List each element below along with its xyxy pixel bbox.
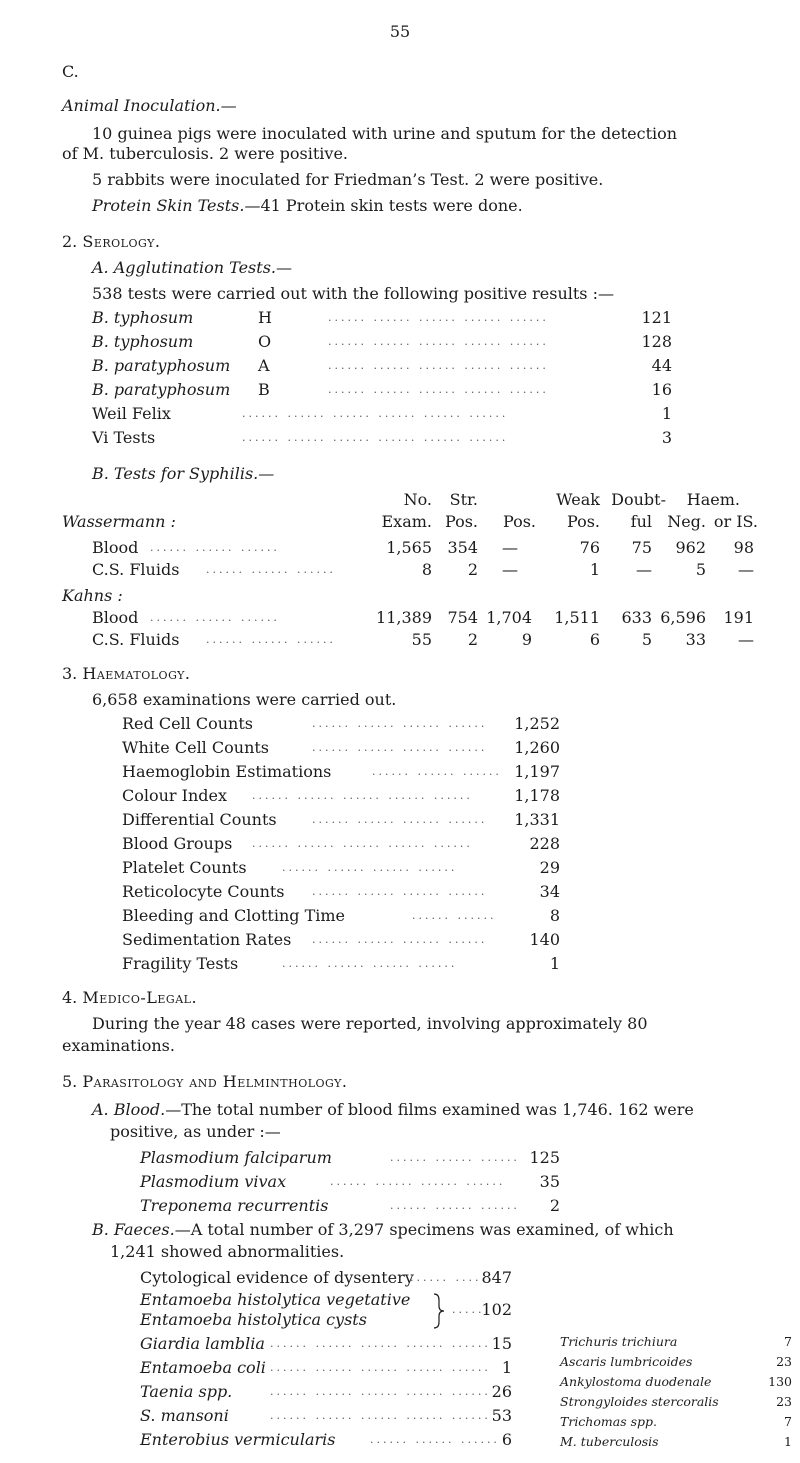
pos-count: 9	[521, 630, 532, 649]
faeces-line1	[92, 1220, 674, 1240]
weak-pos-count: 76	[579, 538, 600, 557]
organism-count: 35	[539, 1172, 560, 1191]
blood-row: Plasmodium falciparum ...... ...... ...... 125	[140, 1148, 560, 1167]
antigen-type: O	[258, 332, 272, 351]
faeces-row: Cytological evidence of dysentery ...... ...... 847	[140, 1268, 512, 1287]
haematology-title: Haematology.	[82, 664, 191, 683]
haematology-heading	[62, 664, 191, 684]
finding-count: 23	[776, 1394, 792, 1409]
parasitology-title: Parasitology and Helminthology.	[82, 1072, 348, 1091]
doubtful-count: 633	[621, 608, 652, 627]
finding-name: Entamoeba histolytica vegetative	[140, 1290, 411, 1309]
finding-count: 6	[501, 1430, 512, 1449]
finding-name: Ascaris lumbricoides	[560, 1354, 693, 1369]
header-weak: Weak	[556, 490, 600, 509]
faeces-row: Enterobius vermicularis ...... ...... ...... 6	[140, 1430, 512, 1449]
positive-count: 1	[661, 404, 672, 423]
organism-name: Plasmodium falciparum	[140, 1148, 332, 1167]
haematology-row: Red Cell Counts ...... ...... ...... ...... 1,252	[122, 714, 560, 733]
blood-row: Treponema recurrentis ...... ...... ...... 2	[140, 1196, 560, 1215]
blood-row: Plasmodium vivax ...... ...... ...... ...... 35	[140, 1172, 560, 1191]
faeces-row	[140, 1310, 440, 1330]
test-count: 1	[549, 954, 560, 973]
weak-pos-count: 1,511	[554, 608, 600, 627]
medico-legal-number: 4.	[62, 988, 78, 1007]
finding-name: Taenia spp.	[140, 1382, 233, 1401]
str-pos-count: 2	[467, 630, 478, 649]
agglutination-row: B. paratyphosum A ...... ...... ...... ...... ...... 44	[92, 356, 672, 375]
wassermann-label: Wassermann :	[62, 512, 176, 531]
organism-name: Plasmodium vivax	[140, 1172, 287, 1191]
finding-name: Giardia lamblia	[140, 1334, 265, 1353]
finding-count: 1	[501, 1358, 512, 1377]
test-count: 1,178	[514, 786, 560, 805]
haematology-row: Reticolocyte Counts ...... ...... ...... ...... 34	[122, 882, 560, 901]
header-no: No.	[403, 490, 432, 509]
syphilis-header-top	[0, 490, 800, 510]
row-name: C.S. Fluids	[92, 630, 180, 649]
faeces-text: —A total number of 3,297 specimens was examined, of which	[174, 1220, 674, 1239]
haematology-intro: 6,658 examinations were carried out.	[92, 690, 397, 709]
haematology-row: Haemoglobin Estimations ...... ...... ...... 1,197	[122, 762, 560, 781]
haematology-number: 3.	[62, 664, 78, 683]
haematology-row: White Cell Counts ...... ...... ...... ...... 1,260	[122, 738, 560, 757]
blood-label: A. Blood.	[92, 1100, 166, 1119]
finding-count: 130	[768, 1374, 792, 1389]
pos-count: 1,704	[486, 608, 532, 627]
blood-text: —The total number of blood films examined was 1,746. 162 were	[165, 1100, 694, 1119]
medico-legal-line1: During the year 48 cases were reported, involving approximately 80	[92, 1014, 648, 1033]
faeces-row	[560, 1332, 792, 1352]
header-str: Str.	[449, 490, 478, 509]
finding-count: 23	[776, 1354, 792, 1369]
animal-inoculation-para1-line1: 10 guinea pigs were inoculated with urine and sputum for the detection	[92, 124, 678, 143]
antigen-type: H	[258, 308, 272, 327]
test-name: Sedimentation Rates	[122, 930, 292, 949]
header-pos-3: Pos.	[566, 512, 600, 531]
test-count: 1,252	[514, 714, 560, 733]
neg-count: 962	[675, 538, 706, 557]
protein-text: —41 Protein skin tests were done.	[244, 196, 523, 215]
header-neg: Neg.	[667, 512, 706, 531]
finding-count: 15	[491, 1334, 512, 1353]
histolytica-value-row: ...... 102	[452, 1300, 512, 1319]
blood-films-line2: positive, as under :—	[110, 1122, 281, 1141]
positive-count: 121	[641, 308, 672, 327]
haematology-row: Platelet Counts ...... ...... ...... ...... 29	[122, 858, 560, 877]
doubtful-count: 5	[641, 630, 652, 649]
finding-name: Trichomas spp.	[560, 1414, 657, 1429]
finding-count: 847	[481, 1268, 512, 1287]
organism-name: Treponema recurrentis	[140, 1196, 329, 1215]
neg-count: 33	[685, 630, 706, 649]
neg-count: 6,596	[660, 608, 706, 627]
header-doubt: Doubt-	[611, 490, 666, 509]
organism-name: B. typhosum	[92, 308, 194, 327]
haematology-row: Bleeding and Clotting Time ...... ...... 8	[122, 906, 560, 925]
test-name: Colour Index	[122, 786, 228, 805]
page-number: 55	[389, 22, 411, 41]
haematology-row: Blood Groups ...... ...... ...... ...... ...... 228	[122, 834, 560, 853]
agglutination-heading: A. Agglutination Tests.—	[92, 258, 292, 277]
neg-count: 5	[695, 560, 706, 579]
row-name: C.S. Fluids	[92, 560, 180, 579]
serology-title: Serology.	[82, 232, 161, 251]
faeces-row: S. mansoni ...... ...... ...... ...... ...... 53	[140, 1406, 512, 1425]
test-name: Reticolocyte Counts	[122, 882, 285, 901]
pos-count: —	[502, 560, 518, 579]
faeces-line2: 1,241 showed abnormalities.	[110, 1242, 345, 1261]
syphilis-header-bottom	[0, 512, 800, 532]
header-pos-1: Pos.	[444, 512, 478, 531]
positive-count: 128	[641, 332, 672, 351]
finding-count: 53	[491, 1406, 512, 1425]
doubtful-count: —	[636, 560, 652, 579]
haem-count: 191	[723, 608, 754, 627]
faeces-row: Giardia lamblia ...... ...... ...... ...... ...... 15	[140, 1334, 512, 1353]
faeces-row	[560, 1412, 792, 1432]
haem-count: —	[738, 630, 754, 649]
agglutination-row: B. typhosum O ...... ...... ...... ...... ...... 128	[92, 332, 672, 351]
faeces-row: Taenia spp. ...... ...... ...... ...... ...... 26	[140, 1382, 512, 1401]
organism-count: 125	[529, 1148, 560, 1167]
faeces-label: B. Faeces.	[92, 1220, 175, 1239]
faeces-row: Entamoeba coli ...... ...... ...... ...... ...... 1	[140, 1358, 512, 1377]
medico-legal-line2: examinations.	[62, 1036, 175, 1055]
agglutination-row: B. paratyphosum B ...... ...... ...... ...... ...... 16	[92, 380, 672, 399]
test-name: Platelet Counts	[122, 858, 247, 877]
antigen-type: B	[258, 380, 270, 399]
finding-name: M. tuberculosis	[560, 1434, 659, 1449]
exam-count: 1,565	[386, 538, 432, 557]
faeces-row	[560, 1372, 792, 1392]
serology-heading	[62, 232, 160, 252]
finding-count: 1	[784, 1434, 792, 1449]
header-haem: Haem.	[686, 490, 740, 509]
serology-number: 2.	[62, 232, 78, 251]
parasitology-number: 5.	[62, 1072, 78, 1091]
organism-name: Vi Tests	[92, 428, 156, 447]
animal-inoculation-para1-line2: of M. tuberculosis. 2 were positive.	[62, 144, 348, 163]
organism-name: B. typhosum	[92, 332, 194, 351]
test-count: 29	[539, 858, 560, 877]
faeces-table-continued	[560, 1332, 792, 1452]
str-pos-count: 754	[447, 608, 478, 627]
test-count: 1,197	[514, 762, 560, 781]
faeces-row	[140, 1290, 440, 1310]
haematology-row: Differential Counts ...... ...... ...... ...... 1,331	[122, 810, 560, 829]
parasitology-heading	[62, 1072, 348, 1092]
haematology-row: Fragility Tests ...... ...... ...... ...... 1	[122, 954, 560, 973]
organism-count: 2	[549, 1196, 560, 1215]
blood-films-line1	[92, 1100, 694, 1120]
weak-pos-count: 1	[589, 560, 600, 579]
weak-pos-count: 6	[589, 630, 600, 649]
faeces-row	[560, 1352, 792, 1372]
pos-count: —	[502, 538, 518, 557]
finding-count: 26	[491, 1382, 512, 1401]
antigen-type: A	[258, 356, 270, 375]
agglutination-row: Vi Tests ...... ...... ...... ...... ...... ...... 3	[92, 428, 672, 447]
test-name: Fragility Tests	[122, 954, 239, 973]
haematology-row: Colour Index ...... ...... ...... ...... ...... 1,178	[122, 786, 560, 805]
medico-legal-title: Medico-Legal.	[82, 988, 198, 1007]
test-count: 228	[529, 834, 560, 853]
faeces-row	[560, 1432, 792, 1452]
test-count: 8	[549, 906, 560, 925]
finding-count: 7	[784, 1414, 792, 1429]
test-name: White Cell Counts	[122, 738, 270, 757]
test-name: Bleeding and Clotting Time	[122, 906, 346, 925]
section-letter: C.	[62, 62, 79, 81]
right-brace-icon	[432, 1292, 446, 1330]
medico-legal-heading	[62, 988, 197, 1008]
organism-name: Weil Felix	[92, 404, 171, 423]
kahns-label: Kahns :	[62, 586, 123, 605]
finding-name: Ankylostoma duodenale	[560, 1374, 712, 1389]
syphilis-heading: B. Tests for Syphilis.—	[92, 464, 275, 483]
syphilis-row: Blood ...... ...... ...... 11,389 754 1,704 1,511 633 6,596 191	[92, 608, 754, 627]
str-pos-count: 354	[447, 538, 478, 557]
haematology-row: Sedimentation Rates ...... ...... ...... ...... 140	[122, 930, 560, 949]
positive-count: 16	[651, 380, 672, 399]
positive-count: 44	[651, 356, 672, 375]
test-name: Haemoglobin Estimations	[122, 762, 332, 781]
row-name: Blood	[92, 538, 139, 557]
organism-name: B. paratyphosum	[92, 380, 231, 399]
finding-name: Entamoeba histolytica cysts	[140, 1310, 367, 1329]
syphilis-row: C.S. Fluids ...... ...... ...... 8 2 — 1 — 5 —	[92, 560, 754, 579]
doubtful-count: 75	[631, 538, 652, 557]
haem-count: —	[738, 560, 754, 579]
haem-count: 98	[733, 538, 754, 557]
finding-name: Strongyloides stercoralis	[560, 1394, 719, 1409]
finding-name: Cytological evidence of dysentery	[140, 1268, 414, 1287]
finding-name: Entamoeba coli	[140, 1358, 266, 1377]
finding-name: S. mansoni	[140, 1406, 229, 1425]
header-or-is: or IS.	[713, 512, 758, 531]
str-pos-count: 2	[467, 560, 478, 579]
agglutination-intro: 538 tests were carried out with the following positive results :—	[92, 284, 614, 303]
syphilis-row: C.S. Fluids ...... ...... ...... 55 2 9 6 5 33 —	[92, 630, 754, 649]
agglutination-row: Weil Felix ...... ...... ...... ...... ...... ...... 1	[92, 404, 672, 423]
exam-count: 55	[411, 630, 432, 649]
row-name: Blood	[92, 608, 139, 627]
test-count: 34	[539, 882, 560, 901]
animal-inoculation-para2: 5 rabbits were inoculated for Friedman’s Test. 2 were positive.	[92, 170, 604, 189]
header-pos-2: Pos.	[502, 512, 536, 531]
test-name: Differential Counts	[122, 810, 277, 829]
syphilis-row: Blood ...... ...... ...... 1,565 354 — 76 75 962 98	[92, 538, 754, 557]
faeces-row	[560, 1392, 792, 1412]
organism-name: B. paratyphosum	[92, 356, 231, 375]
protein-label: Protein Skin Tests.	[92, 196, 245, 215]
test-count: 1,331	[514, 810, 560, 829]
exam-count: 8	[421, 560, 432, 579]
finding-count: 7	[784, 1334, 792, 1349]
test-name: Red Cell Counts	[122, 714, 253, 733]
test-name: Blood Groups	[122, 834, 233, 853]
exam-count: 11,389	[376, 608, 432, 627]
positive-count: 3	[661, 428, 672, 447]
protein-skin-tests	[92, 196, 523, 216]
header-ful: ful	[630, 512, 652, 531]
finding-name: Trichuris trichiura	[560, 1334, 678, 1349]
animal-inoculation-heading: Animal Inoculation.—	[62, 96, 237, 115]
header-exam: Exam.	[381, 512, 432, 531]
finding-name: Enterobius vermicularis	[140, 1430, 336, 1449]
agglutination-row: B. typhosum H ...... ...... ...... ...... ...... 121	[92, 308, 672, 327]
test-count: 140	[529, 930, 560, 949]
test-count: 1,260	[514, 738, 560, 757]
finding-count: 102	[481, 1300, 512, 1319]
